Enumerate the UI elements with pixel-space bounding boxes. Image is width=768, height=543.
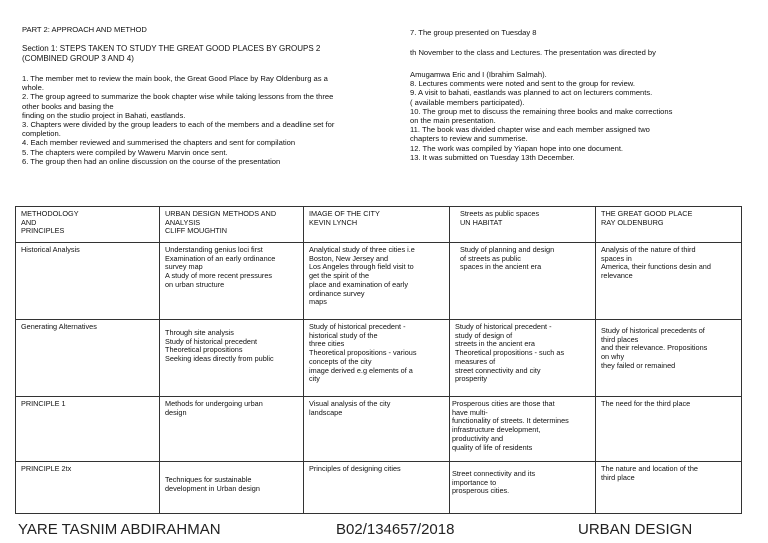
header-cell-un-habitat: Streets as public spaces UN HABITAT bbox=[450, 207, 596, 243]
header-cell-methodology: METHODOLOGY AND PRINCIPLES bbox=[16, 207, 160, 243]
table-cell: Street connectivity and its importance to prosperous cities. bbox=[450, 462, 596, 514]
table-cell: Techniques for sustainable development in Urban design bbox=[160, 462, 304, 514]
table-cell: Visual analysis of the city landscape bbox=[304, 397, 450, 462]
table-cell: Study of planning and design of streets as public spaces in the ancient era bbox=[450, 243, 596, 320]
table-cell: PRINCIPLE 1 bbox=[16, 397, 160, 462]
table-cell: Historical Analysis bbox=[16, 243, 160, 320]
steps-list-right: Amugamwa Eric and I (Ibrahim Salmah). 8. Lectures comments were noted and sent to the group for review. 9. A visit to bahati, eastlands was planned to act on lecturers comments. ( available members participated). 10. The group met to discuss the remaining three books and make corrections on the main presentation. 11. The book was divided chapter wise and each member assigned two chapters to review and summerise. 12. The work was compiled by Yiapan hope into one document. 13. It was submitted on Tuesday 13th December. bbox=[410, 70, 673, 162]
step-7-line-2: th November to the class and Lectures. The presentation was directed by bbox=[410, 48, 656, 57]
table-cell: Study of historical precedent - historical study of the three cities Theoretical propositions - various concepts of the city image derived e.g elements of a city bbox=[304, 320, 450, 397]
header-cell-oldenburg: THE GREAT GOOD PLACE RAY OLDENBURG bbox=[596, 207, 742, 243]
table-cell: Through site analysis Study of historical precedent Theoretical propositions Seeking ideas directly from public bbox=[160, 320, 304, 397]
section-title: Section 1: STEPS TAKEN TO STUDY THE GREAT GOOD PLACES BY GROUPS 2 (COMBINED GROUP 3 AND 4) bbox=[22, 44, 321, 63]
table-cell: The nature and location of the third place bbox=[596, 462, 742, 514]
header-cell-moughtin: URBAN DESIGN METHODS AND ANALYSIS CLIFF MOUGHTIN bbox=[160, 207, 304, 243]
table-cell: Study of historical precedent - study of design of streets in the ancient era Theoretical propositions - such as measures of street connectivity and city prosperity bbox=[450, 320, 596, 397]
table-row bbox=[16, 243, 742, 320]
header-cell-lynch: IMAGE OF THE CITY KEVIN LYNCH bbox=[304, 207, 450, 243]
table-cell: Analytical study of three cities i.e Boston, New Jersey and Los Angeles through field visit to get the spirit of the place and examination of early ordinance survey maps bbox=[304, 243, 450, 320]
table-row bbox=[16, 462, 742, 514]
page-heading: PART 2: APPROACH AND METHOD bbox=[22, 25, 147, 34]
table-cell: Understanding genius loci first Examination of an early ordinance survey map A study of more recent pressures on urban structure bbox=[160, 243, 304, 320]
methodology-table bbox=[15, 206, 742, 514]
table-cell: Prosperous cities are those that have multi- functionality of streets. It determines infrastructure development, productivity and quality of life of residents bbox=[450, 397, 596, 462]
table-cell: Analysis of the nature of third spaces in America, their functions desin and relevance bbox=[596, 243, 742, 320]
footer-course-title: URBAN DESIGN bbox=[578, 521, 693, 538]
table-cell: Principles of designing cities bbox=[304, 462, 450, 514]
table-row bbox=[16, 320, 742, 397]
table-cell: Methods for undergoing urban design bbox=[160, 397, 304, 462]
footer-registration-number: B02/134657/2018 bbox=[336, 521, 455, 538]
footer-student-name: YARE TASNIM ABDIRAHMAN bbox=[18, 521, 221, 538]
table-cell: The need for the third place bbox=[596, 397, 742, 462]
table-cell: PRINCIPLE 2tx bbox=[16, 462, 160, 514]
table-header-row bbox=[16, 207, 742, 243]
table-cell: Generating Alternatives bbox=[16, 320, 160, 397]
table-row bbox=[16, 397, 742, 462]
step-7-line-1: 7. The group presented on Tuesday 8 bbox=[410, 28, 537, 37]
table-cell: Study of historical precedents of third places and their relevance. Propositions on why they failed or remained bbox=[596, 320, 742, 397]
steps-list-left: 1. The member met to review the main book, the Great Good Place by Ray Oldenburg as a whole. 2. The group agreed to summarize the book chapter wise while taking lessons from the three other books and basing the finding on the studio project in Bahati, eastlands. 3. Chapters were divided by the group leaders to each of the members and a deadline set for completion. 4. Each member reviewed and summerised the chapters and sent for compilation 5. The chapters were compiled by Waweru Marvin once sent. 6. The group then had an online discussion on the course of the presentation bbox=[22, 74, 335, 166]
